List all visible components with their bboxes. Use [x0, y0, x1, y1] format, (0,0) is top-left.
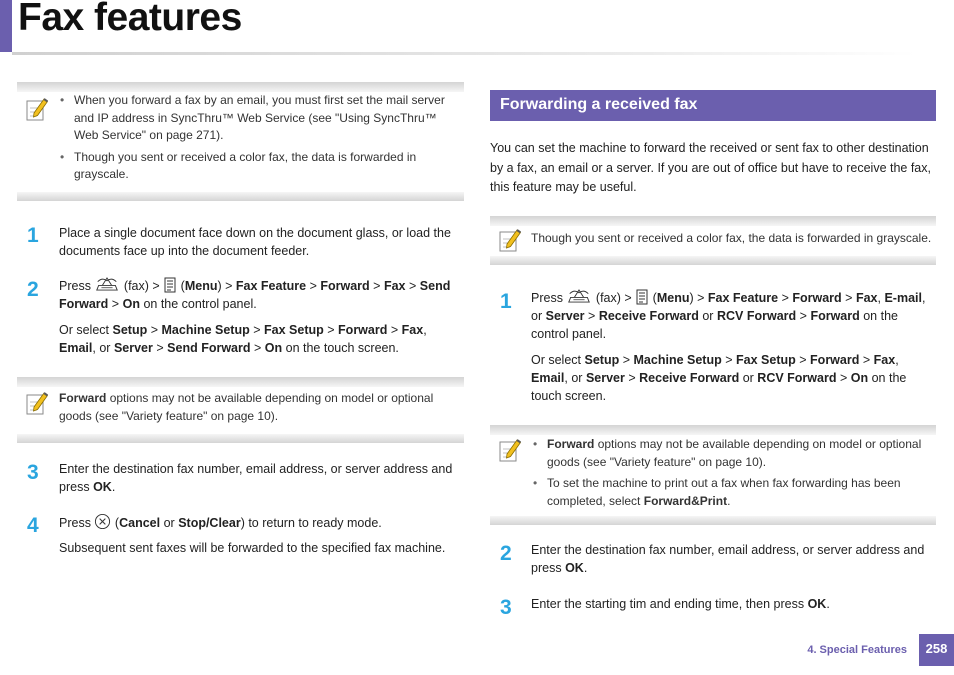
step-number: 2: [500, 542, 512, 565]
step-number: 1: [500, 290, 512, 313]
note-pencil-icon: [25, 96, 49, 122]
section-heading: Forwarding a received fax: [490, 90, 936, 121]
step-2-alt-text: Or select Setup > Machine Setup > Fax Setup > Forward > Fax, Email, or Server > Send Forward > On on the touch screen.: [59, 323, 427, 355]
step-4-text: Press (Cancel or Stop/Clear) to return to ready mode.: [59, 513, 464, 532]
step-number: 3: [27, 461, 39, 484]
step-2-text: Enter the destination fax number, email address, or server address and press OK.: [531, 543, 925, 575]
note-text: [532, 436, 936, 514]
menu-icon: [635, 289, 649, 305]
title-accent-bar: [0, 0, 12, 52]
note-text: Forward options may not be available depending on model or optional goods (see "Variety feature" on page 10).: [59, 391, 434, 423]
menu-icon: [163, 277, 177, 293]
note-bullet-forward-print: • To set the machine to print out a fax when fax forwarding has been completed, select Forward&Print.: [532, 475, 936, 510]
note-box-mail-server: [17, 82, 464, 201]
note-pencil-icon: [498, 227, 522, 253]
note-text: [59, 92, 464, 188]
note-box-grayscale: [490, 216, 936, 265]
note-pencil-icon: [498, 437, 522, 463]
step-1-alt-text: Or select Setup > Machine Setup > Fax Setup > Forward > Fax, Email, or Server > Receive Forward or RCV Forward > On on the touch screen.: [531, 353, 907, 403]
step-4-subtext: Subsequent sent faxes will be forwarded to the specified fax machine.: [59, 541, 446, 555]
note-bullet-mail-server: • When you forward a fax by an email, you must first set the mail server and IP address in SyncThru™ Web Service (see "Using SyncThru™ Web Service" on page 271).: [59, 92, 464, 145]
step-number: 3: [500, 596, 512, 619]
note-bullet-grayscale: • Though you sent or received a color fax, the data is forwarded in grayscale.: [59, 149, 464, 184]
step-2-text: Press (fax) > (Menu) > Fax Feature > Forward > Fax > Send Forward > On on the control panel.: [59, 276, 464, 313]
note-box-forward-options: [17, 377, 464, 443]
title-divider: [12, 52, 917, 55]
note-text: Though you sent or received a color fax, the data is forwarded in grayscale.: [531, 231, 932, 245]
page-number-badge: 258: [919, 634, 954, 666]
step-1-text: Press (fax) > (Menu) > Fax Feature > Forward > Fax, E-mail, or Server > Receive Forward or RCV Forward > Forward on the control panel.: [531, 288, 936, 343]
footer-chapter-label: 4. Special Features: [807, 644, 907, 656]
note-box-forward-options-right: [490, 425, 936, 525]
step-3-text: Enter the destination fax number, email address, or server address and press OK.: [59, 462, 453, 494]
cancel-x-icon: [94, 513, 111, 530]
note-pencil-icon: [25, 390, 49, 416]
fax-machine-icon: [94, 276, 120, 293]
step-number: 1: [27, 224, 39, 247]
fax-machine-icon: [566, 288, 592, 305]
step-number: 4: [27, 514, 39, 537]
intro-text: You can set the machine to forward the received or sent fax to other destination by a fax, an email or a server. If you are out of office but have to receive the fax, this feature may be useful.: [490, 141, 931, 194]
step-1-text: Place a single document face down on the document glass, or load the documents face up into the document feeder.: [59, 226, 451, 258]
step-number: 2: [27, 278, 39, 301]
step-3-text: Enter the starting tim and ending time, then press OK.: [531, 597, 830, 611]
page-title: Fax features: [18, 0, 242, 39]
note-bullet-forward-options: • Forward options may not be available depending on model or optional goods (see "Variety feature" on page 10).: [532, 436, 936, 471]
